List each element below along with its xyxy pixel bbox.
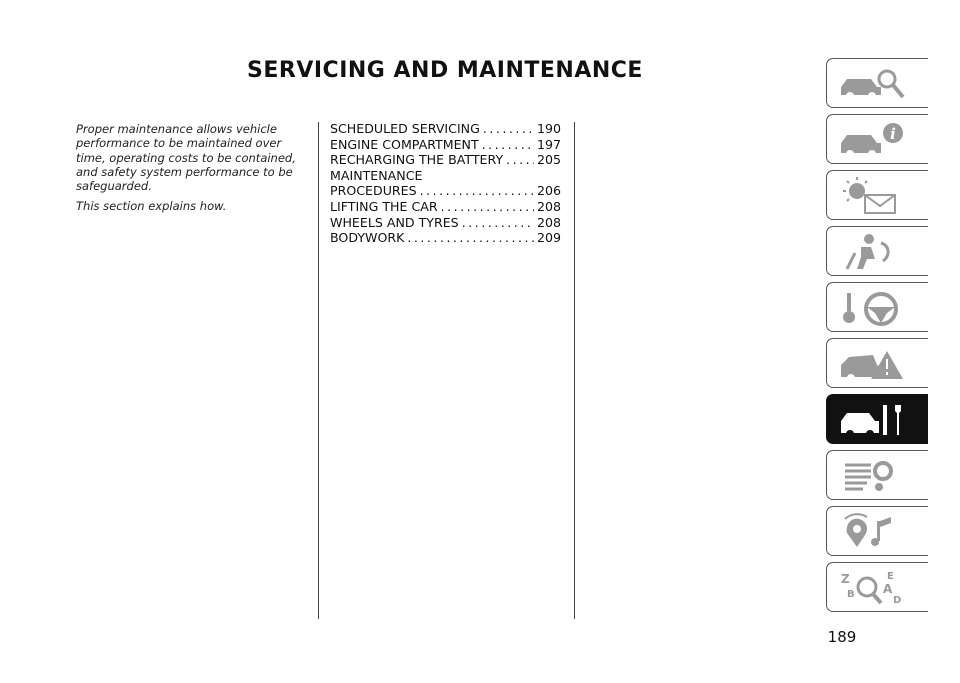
- tab-servicing-maintenance[interactable]: [826, 394, 928, 444]
- technical-data-gear-icon: [837, 457, 909, 495]
- toc-entry-title: PROCEDURES: [330, 183, 417, 199]
- tab-multimedia[interactable]: [826, 506, 928, 556]
- svg-text:A: A: [883, 582, 893, 596]
- tab-starting-driving[interactable]: [826, 282, 928, 332]
- intro-paragraph: Proper maintenance allows vehicle performance to be maintained over time, operating costs to be contained, and safety system performance to be safeguarded.: [76, 122, 296, 194]
- toc-entry-title: SCHEDULED SERVICING: [330, 121, 480, 136]
- page-title: SERVICING AND MAINTENANCE: [247, 58, 643, 83]
- toc-entry-title: RECHARGING THE BATTERY: [330, 152, 504, 168]
- svg-text:D: D: [893, 595, 902, 606]
- warning-light-message-icon: [837, 177, 909, 215]
- svg-text:B: B: [847, 589, 855, 600]
- tab-technical-data[interactable]: [826, 450, 928, 500]
- toc-entry[interactable]: [330, 230, 561, 246]
- toc-entry-title: LIFTING THE CAR: [330, 198, 438, 214]
- airbag-seat-icon: [837, 233, 909, 271]
- toc-entry-title: BODYWORK: [330, 230, 405, 246]
- column-divider: [318, 122, 319, 619]
- alphabetical-index-search-icon: [837, 569, 909, 607]
- toc-entry[interactable]: [330, 152, 561, 168]
- toc-entry[interactable]: [330, 215, 561, 231]
- toc-entry-page: 206: [536, 183, 561, 199]
- toc-entry[interactable]: [330, 183, 561, 199]
- tab-emergency[interactable]: [826, 338, 928, 388]
- toc-entry-title: ENGINE COMPARTMENT: [330, 136, 479, 152]
- intro-text: [76, 122, 296, 220]
- toc-leader-dots: [506, 152, 534, 168]
- tab-safety[interactable]: [826, 226, 928, 276]
- car-wrench-icon: [837, 401, 909, 439]
- toc-leader-dots: [483, 121, 534, 137]
- toc-leader-dots: [462, 215, 534, 231]
- toc-entry[interactable]: [330, 199, 561, 215]
- tab-car-search[interactable]: [826, 58, 928, 108]
- toc-entry-page: 209: [536, 230, 561, 246]
- toc-leader-dots: [420, 183, 534, 199]
- toc-entry[interactable]: [330, 168, 561, 184]
- toc-entry-page: 197: [536, 136, 561, 152]
- svg-text:Z: Z: [841, 572, 850, 586]
- svg-text:i: i: [890, 125, 896, 143]
- tab-index[interactable]: [826, 562, 928, 612]
- table-of-contents: [330, 121, 561, 246]
- column-divider: [574, 122, 575, 619]
- toc-entry-page: 205: [536, 152, 561, 168]
- toc-leader-dots: [441, 199, 534, 215]
- toc-entry-title: WHEELS AND TYRES: [330, 214, 459, 230]
- svg-text:E: E: [887, 571, 894, 582]
- multimedia-music-icon: [837, 513, 909, 551]
- toc-leader-dots: [407, 230, 534, 246]
- intro-paragraph: This section explains how.: [76, 199, 227, 214]
- car-search-icon: [837, 65, 909, 103]
- toc-entry-title: MAINTENANCE: [330, 167, 423, 183]
- key-steering-wheel-icon: [837, 289, 909, 327]
- tab-car-info[interactable]: [826, 114, 928, 164]
- page-number: 189: [827, 628, 857, 646]
- toc-leader-dots: [482, 137, 534, 153]
- toc-entry-page: 208: [536, 198, 561, 214]
- tab-warning-lights[interactable]: [826, 170, 928, 220]
- toc-entry[interactable]: [330, 121, 561, 137]
- car-info-icon: [837, 121, 909, 159]
- toc-entry-page: 208: [536, 214, 561, 230]
- toc-entry[interactable]: [330, 137, 561, 153]
- toc-entry-page: 190: [536, 121, 561, 136]
- car-emergency-warning-icon: [837, 345, 909, 383]
